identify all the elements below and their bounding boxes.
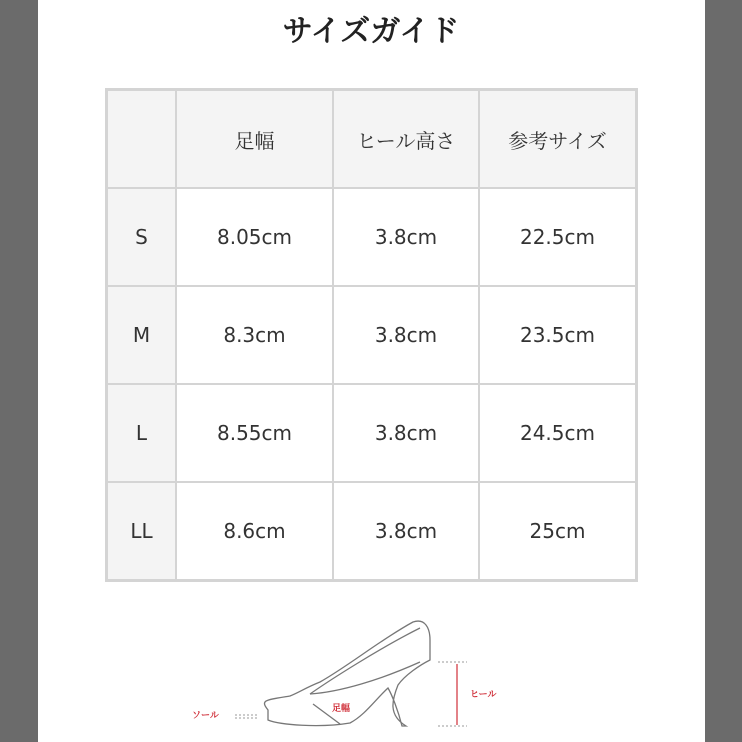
table-cell: 23.5cm: [480, 287, 635, 383]
table-header-row: [108, 91, 635, 187]
table-cell: 3.8cm: [334, 287, 478, 383]
table-cell: 3.8cm: [334, 385, 478, 481]
table-cell: 8.3cm: [177, 287, 332, 383]
shoe-diagram: [180, 600, 520, 742]
size-label: L: [108, 385, 175, 481]
table-cell: 24.5cm: [480, 385, 635, 481]
width-label: 足幅: [332, 704, 351, 714]
left-margin: [0, 0, 38, 742]
header-cell: 参考サイズ: [480, 91, 635, 187]
table-cell: 3.8cm: [334, 483, 478, 579]
table-row: [108, 287, 635, 383]
size-label: LL: [108, 483, 175, 579]
right-margin: [705, 0, 742, 742]
table-row: [108, 385, 635, 481]
header-cell: ヒール高さ: [334, 91, 478, 187]
size-label: S: [108, 189, 175, 285]
size-label: M: [108, 287, 175, 383]
page-title: サイズガイド: [282, 14, 460, 49]
table-cell: 22.5cm: [480, 189, 635, 285]
header-cell: 足幅: [177, 91, 332, 187]
table-cell: 8.6cm: [177, 483, 332, 579]
header-cell: [108, 91, 175, 187]
table-cell: 8.05cm: [177, 189, 332, 285]
table-row: [108, 483, 635, 579]
table-cell: 25cm: [480, 483, 635, 579]
size-table: [105, 88, 638, 582]
sole-label: ソール: [192, 711, 219, 721]
table-cell: 8.55cm: [177, 385, 332, 481]
heel-label: ヒール: [470, 690, 497, 700]
measurement-guides: [235, 662, 467, 726]
table-row: [108, 189, 635, 285]
table-cell: 3.8cm: [334, 189, 478, 285]
